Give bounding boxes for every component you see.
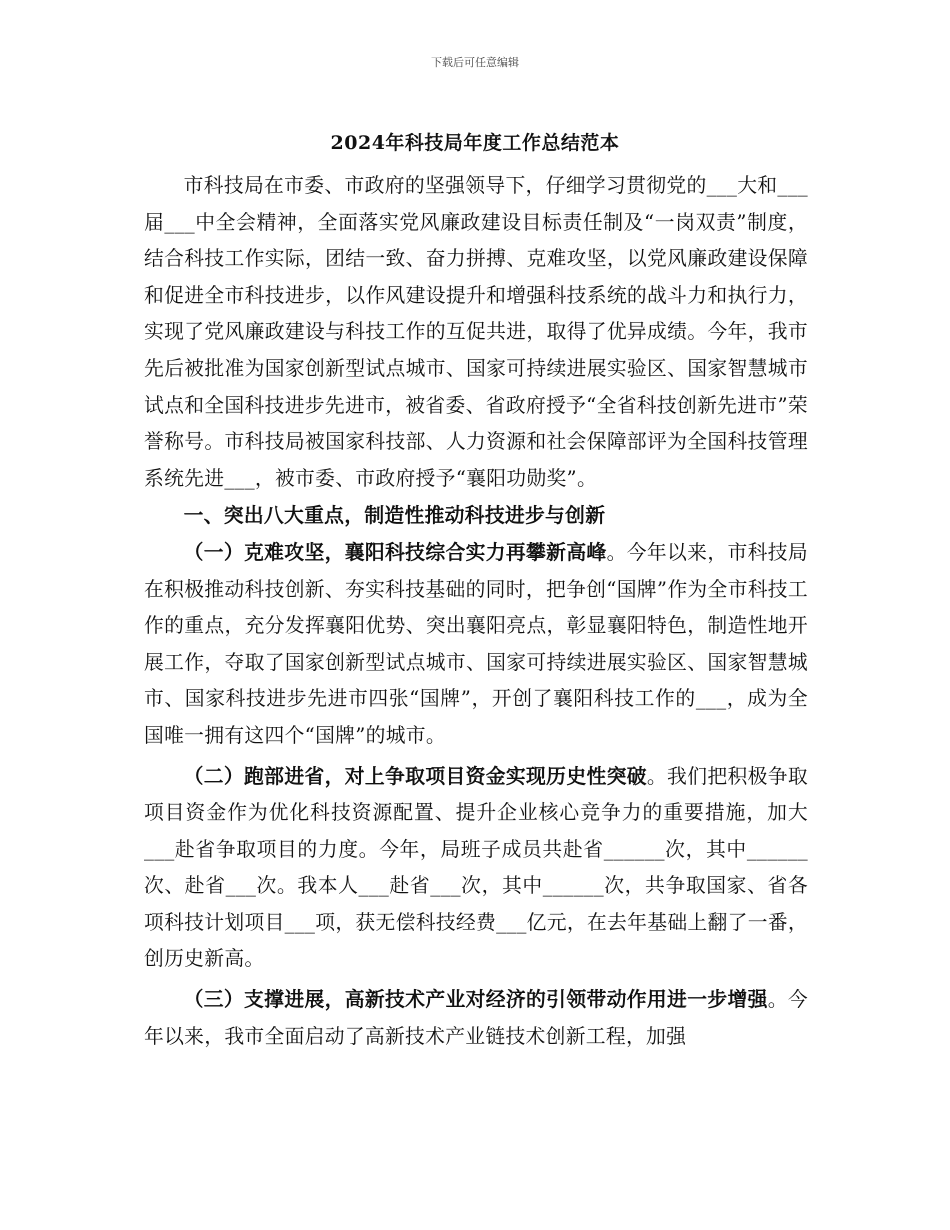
item-paragraph-1 xyxy=(144,534,808,755)
header-note: 下载后可任意编辑 xyxy=(431,56,519,69)
item-body-3: 。今年以来，我市全面启动了高新技术产业链技术创新工程，加强 xyxy=(144,988,808,1048)
item-paragraph-2 xyxy=(144,758,808,979)
document-title: 2024年科技局年度工作总结范本 xyxy=(330,132,620,154)
item-lead-1: （一）克难攻坚，襄阳科技综合实力再攀新高峰 xyxy=(183,539,607,564)
section-heading: 一、突出八大重点，制造性推动科技进步与创新 xyxy=(183,503,606,528)
item-body-1: 。今年以来，市科技局在积极推动科技创新、夯实科技基础的同时，把争创“国牌”作为全市科技工作的重点，充分发挥襄阳优势、突出襄阳亮点，彰显襄阳特色，制造性地开展工作，夺取了国家创新型试点城市、国家可持续进展实验区、国家智慧城市、国家科技进步先进市四张“国牌”，开创了襄阳科技工作的___，成为全国唯一拥有这四个“国牌”的城市。 xyxy=(144,540,808,747)
item-paragraph-3 xyxy=(144,981,808,1055)
item-lead-3: （三）支撑进展，高新技术产业对经济的引领带动作用进一步增强 xyxy=(183,987,768,1012)
intro-paragraph: 市科技局在市委、市政府的坚强领导下，仔细学习贯彻党的___大和___届___中全会精神，全面落实党风廉政建设目标责任制及“一岗双责”制度，结合科技工作实际，团结一致、奋力拼搏、克难攻坚，以党风廉政建设保障和促进全市科技进步，以作风建设提升和增强科技系统的战斗力和执行力，实现了党风廉政建设与科技工作的互促共进，取得了优异成绩。今年，我市先后被批准为国家创新型试点城市、国家可持续进展实验区、国家智慧城市试点和全国科技进步先进市，被省委、省政府授予“全省科技创新先进市”荣誉称号。市科技局被国家科技部、人力资源和社会保障部评为全国科技管理系统先进___，被市委、市政府授予“襄阳功勋奖”。 xyxy=(144,174,808,490)
document-body xyxy=(144,168,808,1055)
item-lead-2: （二）跑部进省，对上争取项目资金实现历史性突破 xyxy=(183,763,647,788)
item-body-2: 。我们把积极争取项目资金作为优化科技资源配置、提升企业核心竞争力的重要措施，加大___赴省争取项目的力度。今年，局班子成员共赴省______次，其中______次、赴省___次。我本人___赴省___次，其中______次，共争取国家、省各项科技计划项目___项，获无偿科技经费___亿元，在去年基础上翻了一番，创历史新高。 xyxy=(144,764,808,971)
